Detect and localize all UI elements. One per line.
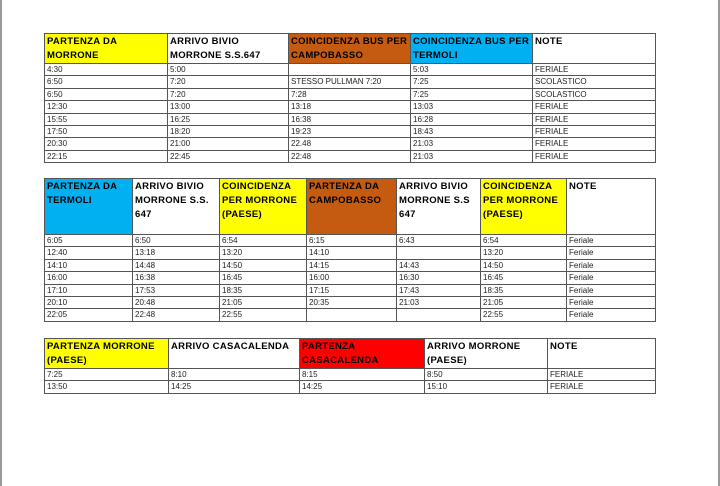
header-coincidenza-morrone-2: COINCIDENZA PER MORRONE (PAESE) xyxy=(481,179,567,235)
table-cell: 16:45 xyxy=(220,272,307,284)
table-cell: 14:48 xyxy=(133,259,220,271)
table-cell: 17:53 xyxy=(133,284,220,296)
table-cell: Feriale xyxy=(567,309,656,321)
header-coincidenza-morrone: COINCIDENZA PER MORRONE (PAESE) xyxy=(220,179,307,235)
table-cell: 8:10 xyxy=(169,369,300,381)
table-cell: 5:00 xyxy=(168,64,289,76)
table-cell: SCOLASTICO xyxy=(533,76,656,88)
table-cell: 8:50 xyxy=(425,369,548,381)
table-row xyxy=(45,101,656,113)
table-cell: 14:25 xyxy=(300,381,425,393)
table-cell: 13:18 xyxy=(133,247,220,259)
header-note: NOTE xyxy=(567,179,656,235)
table-cell: 17:43 xyxy=(397,284,481,296)
table-cell: 22:15 xyxy=(45,150,168,162)
table-cell: 7:20 xyxy=(168,76,289,88)
table-cell: 22:55 xyxy=(220,309,307,321)
header-note: NOTE xyxy=(548,339,656,369)
header-arrivo-bivio-morrone: ARRIVO BIVIO MORRONE S.S.647 xyxy=(168,34,289,64)
table-cell: 4:30 xyxy=(45,64,168,76)
header-partenza-da-termoli: PARTENZA DA TERMOLI xyxy=(45,179,133,235)
table-cell: 16:45 xyxy=(481,272,567,284)
table-cell: 18:20 xyxy=(168,126,289,138)
table-cell: 14:50 xyxy=(220,259,307,271)
table-cell: FERIALE xyxy=(533,126,656,138)
table-cell: 6:50 xyxy=(45,88,168,100)
table-cell: 14:43 xyxy=(397,259,481,271)
header-partenza-da-morrone: PARTENZA DA MORRONE xyxy=(45,34,168,64)
header-note: NOTE xyxy=(533,34,656,64)
table-cell: 14:15 xyxy=(307,259,397,271)
table-cell: 16:28 xyxy=(411,113,533,125)
table-cell: 6:43 xyxy=(397,235,481,247)
table-cell: Feriale xyxy=(567,235,656,247)
table-row xyxy=(45,272,656,284)
table-row xyxy=(45,113,656,125)
table-cell: 7:25 xyxy=(411,88,533,100)
header-arrivo-bivio-morrone: ARRIVO BIVIO MORRONE S.S. 647 xyxy=(133,179,220,235)
table-cell: FERIALE xyxy=(548,381,656,393)
table-cell: 17:50 xyxy=(45,126,168,138)
header-partenza-casacalenda: PARTENZA CASACALENDA xyxy=(300,339,425,369)
table-cell: 7:25 xyxy=(45,369,169,381)
header-partenza-da-campobasso: PARTENZA DA CAMPOBASSO xyxy=(307,179,397,235)
table-cell: 22:45 xyxy=(168,150,289,162)
table-cell: 8:15 xyxy=(300,369,425,381)
table-cell: 14:25 xyxy=(169,381,300,393)
table-row xyxy=(45,235,656,247)
table-cell: 22:48 xyxy=(133,309,220,321)
table-row xyxy=(45,259,656,271)
table-header-row xyxy=(45,34,656,64)
table-cell: Feriale xyxy=(567,297,656,309)
table-cell: 16:38 xyxy=(289,113,411,125)
table-cell: 21:03 xyxy=(411,138,533,150)
table-cell: 13:20 xyxy=(220,247,307,259)
table-header-row xyxy=(45,339,656,369)
table-row xyxy=(45,381,656,393)
table-cell: 20:30 xyxy=(45,138,168,150)
table-cell: 18:35 xyxy=(220,284,307,296)
table-cell: 22.48 xyxy=(289,138,411,150)
table-row xyxy=(45,88,656,100)
table-cell: 17:10 xyxy=(45,284,133,296)
table-cell: 6:54 xyxy=(220,235,307,247)
table-cell: FERIALE xyxy=(533,150,656,162)
table-cell: 19:23 xyxy=(289,126,411,138)
timetable-termoli-campobasso-departures xyxy=(44,178,656,322)
table-cell xyxy=(397,247,481,259)
table-cell: 15:55 xyxy=(45,113,168,125)
table-cell: 16:25 xyxy=(168,113,289,125)
table-cell: FERIALE xyxy=(533,101,656,113)
table-row xyxy=(45,247,656,259)
timetable-morrone-departures xyxy=(44,33,656,163)
table-row xyxy=(45,284,656,296)
table-cell xyxy=(307,309,397,321)
table-cell: 6:05 xyxy=(45,235,133,247)
table-cell: 22:05 xyxy=(45,309,133,321)
table-row xyxy=(45,138,656,150)
header-coincidenza-campobasso: COINCIDENZA BUS PER CAMPOBASSO xyxy=(289,34,411,64)
table-cell: 16:00 xyxy=(45,272,133,284)
table-cell: 7:20 xyxy=(168,88,289,100)
table-cell: 21:05 xyxy=(481,297,567,309)
table-cell: 14:10 xyxy=(307,247,397,259)
table-cell: 6:15 xyxy=(307,235,397,247)
table-cell: 16:30 xyxy=(397,272,481,284)
table-cell: 6:50 xyxy=(45,76,168,88)
table-cell: 18:35 xyxy=(481,284,567,296)
table-cell: FERIALE xyxy=(533,113,656,125)
table-cell: 13:50 xyxy=(45,381,169,393)
table-cell: Feriale xyxy=(567,272,656,284)
table-cell: 5:03 xyxy=(411,64,533,76)
table-cell: 21:00 xyxy=(168,138,289,150)
table-cell: FERIALE xyxy=(548,369,656,381)
table-row xyxy=(45,369,656,381)
page-left-edge xyxy=(0,0,2,486)
header-arrivo-bivio-morrone-2: ARRIVO BIVIO MORRONE S.S 647 xyxy=(397,179,481,235)
table-cell: 16:00 xyxy=(307,272,397,284)
header-partenza-morrone-paese: PARTENZA MORRONE (PAESE) xyxy=(45,339,169,369)
table-cell: FERIALE xyxy=(533,138,656,150)
table-cell: 13:03 xyxy=(411,101,533,113)
table-cell: 13:18 xyxy=(289,101,411,113)
table-cell: Feriale xyxy=(567,284,656,296)
header-coincidenza-termoli: COINCIDENZA BUS PER TERMOLI xyxy=(411,34,533,64)
table-cell: Feriale xyxy=(567,247,656,259)
table-cell: Feriale xyxy=(567,259,656,271)
table-cell: 16:38 xyxy=(133,272,220,284)
table-cell: 12:40 xyxy=(45,247,133,259)
table-cell: 21:03 xyxy=(411,150,533,162)
table-cell: STESSO PULLMAN 7:20 xyxy=(289,76,411,88)
table-row xyxy=(45,126,656,138)
table-cell: 12:30 xyxy=(45,101,168,113)
table-cell: 20:10 xyxy=(45,297,133,309)
table-cell xyxy=(289,64,411,76)
table-cell: 21:03 xyxy=(397,297,481,309)
table-cell: 14:10 xyxy=(45,259,133,271)
table-cell: 17:15 xyxy=(307,284,397,296)
table-cell: 22:48 xyxy=(289,150,411,162)
table-cell: 7:25 xyxy=(411,76,533,88)
table-cell: 6:50 xyxy=(133,235,220,247)
timetable-casacalenda xyxy=(44,338,656,394)
table-cell: SCOLASTICO xyxy=(533,88,656,100)
table-cell: 18:43 xyxy=(411,126,533,138)
table-cell: 20:48 xyxy=(133,297,220,309)
table-row xyxy=(45,150,656,162)
table-cell: 13:00 xyxy=(168,101,289,113)
table-cell: FERIALE xyxy=(533,64,656,76)
table-row xyxy=(45,76,656,88)
table-cell xyxy=(397,309,481,321)
table-row xyxy=(45,64,656,76)
table-cell: 15:10 xyxy=(425,381,548,393)
table-cell: 20:35 xyxy=(307,297,397,309)
table-row xyxy=(45,309,656,321)
header-arrivo-morrone-paese: ARRIVO MORRONE (PAESE) xyxy=(425,339,548,369)
table-cell: 14:50 xyxy=(481,259,567,271)
table-cell: 21:05 xyxy=(220,297,307,309)
header-arrivo-casacalenda: ARRIVO CASACALENDA xyxy=(169,339,300,369)
table-cell: 13:20 xyxy=(481,247,567,259)
table-header-row xyxy=(45,179,656,235)
table-cell: 7:28 xyxy=(289,88,411,100)
table-row xyxy=(45,297,656,309)
table-cell: 22:55 xyxy=(481,309,567,321)
table-cell: 6:54 xyxy=(481,235,567,247)
